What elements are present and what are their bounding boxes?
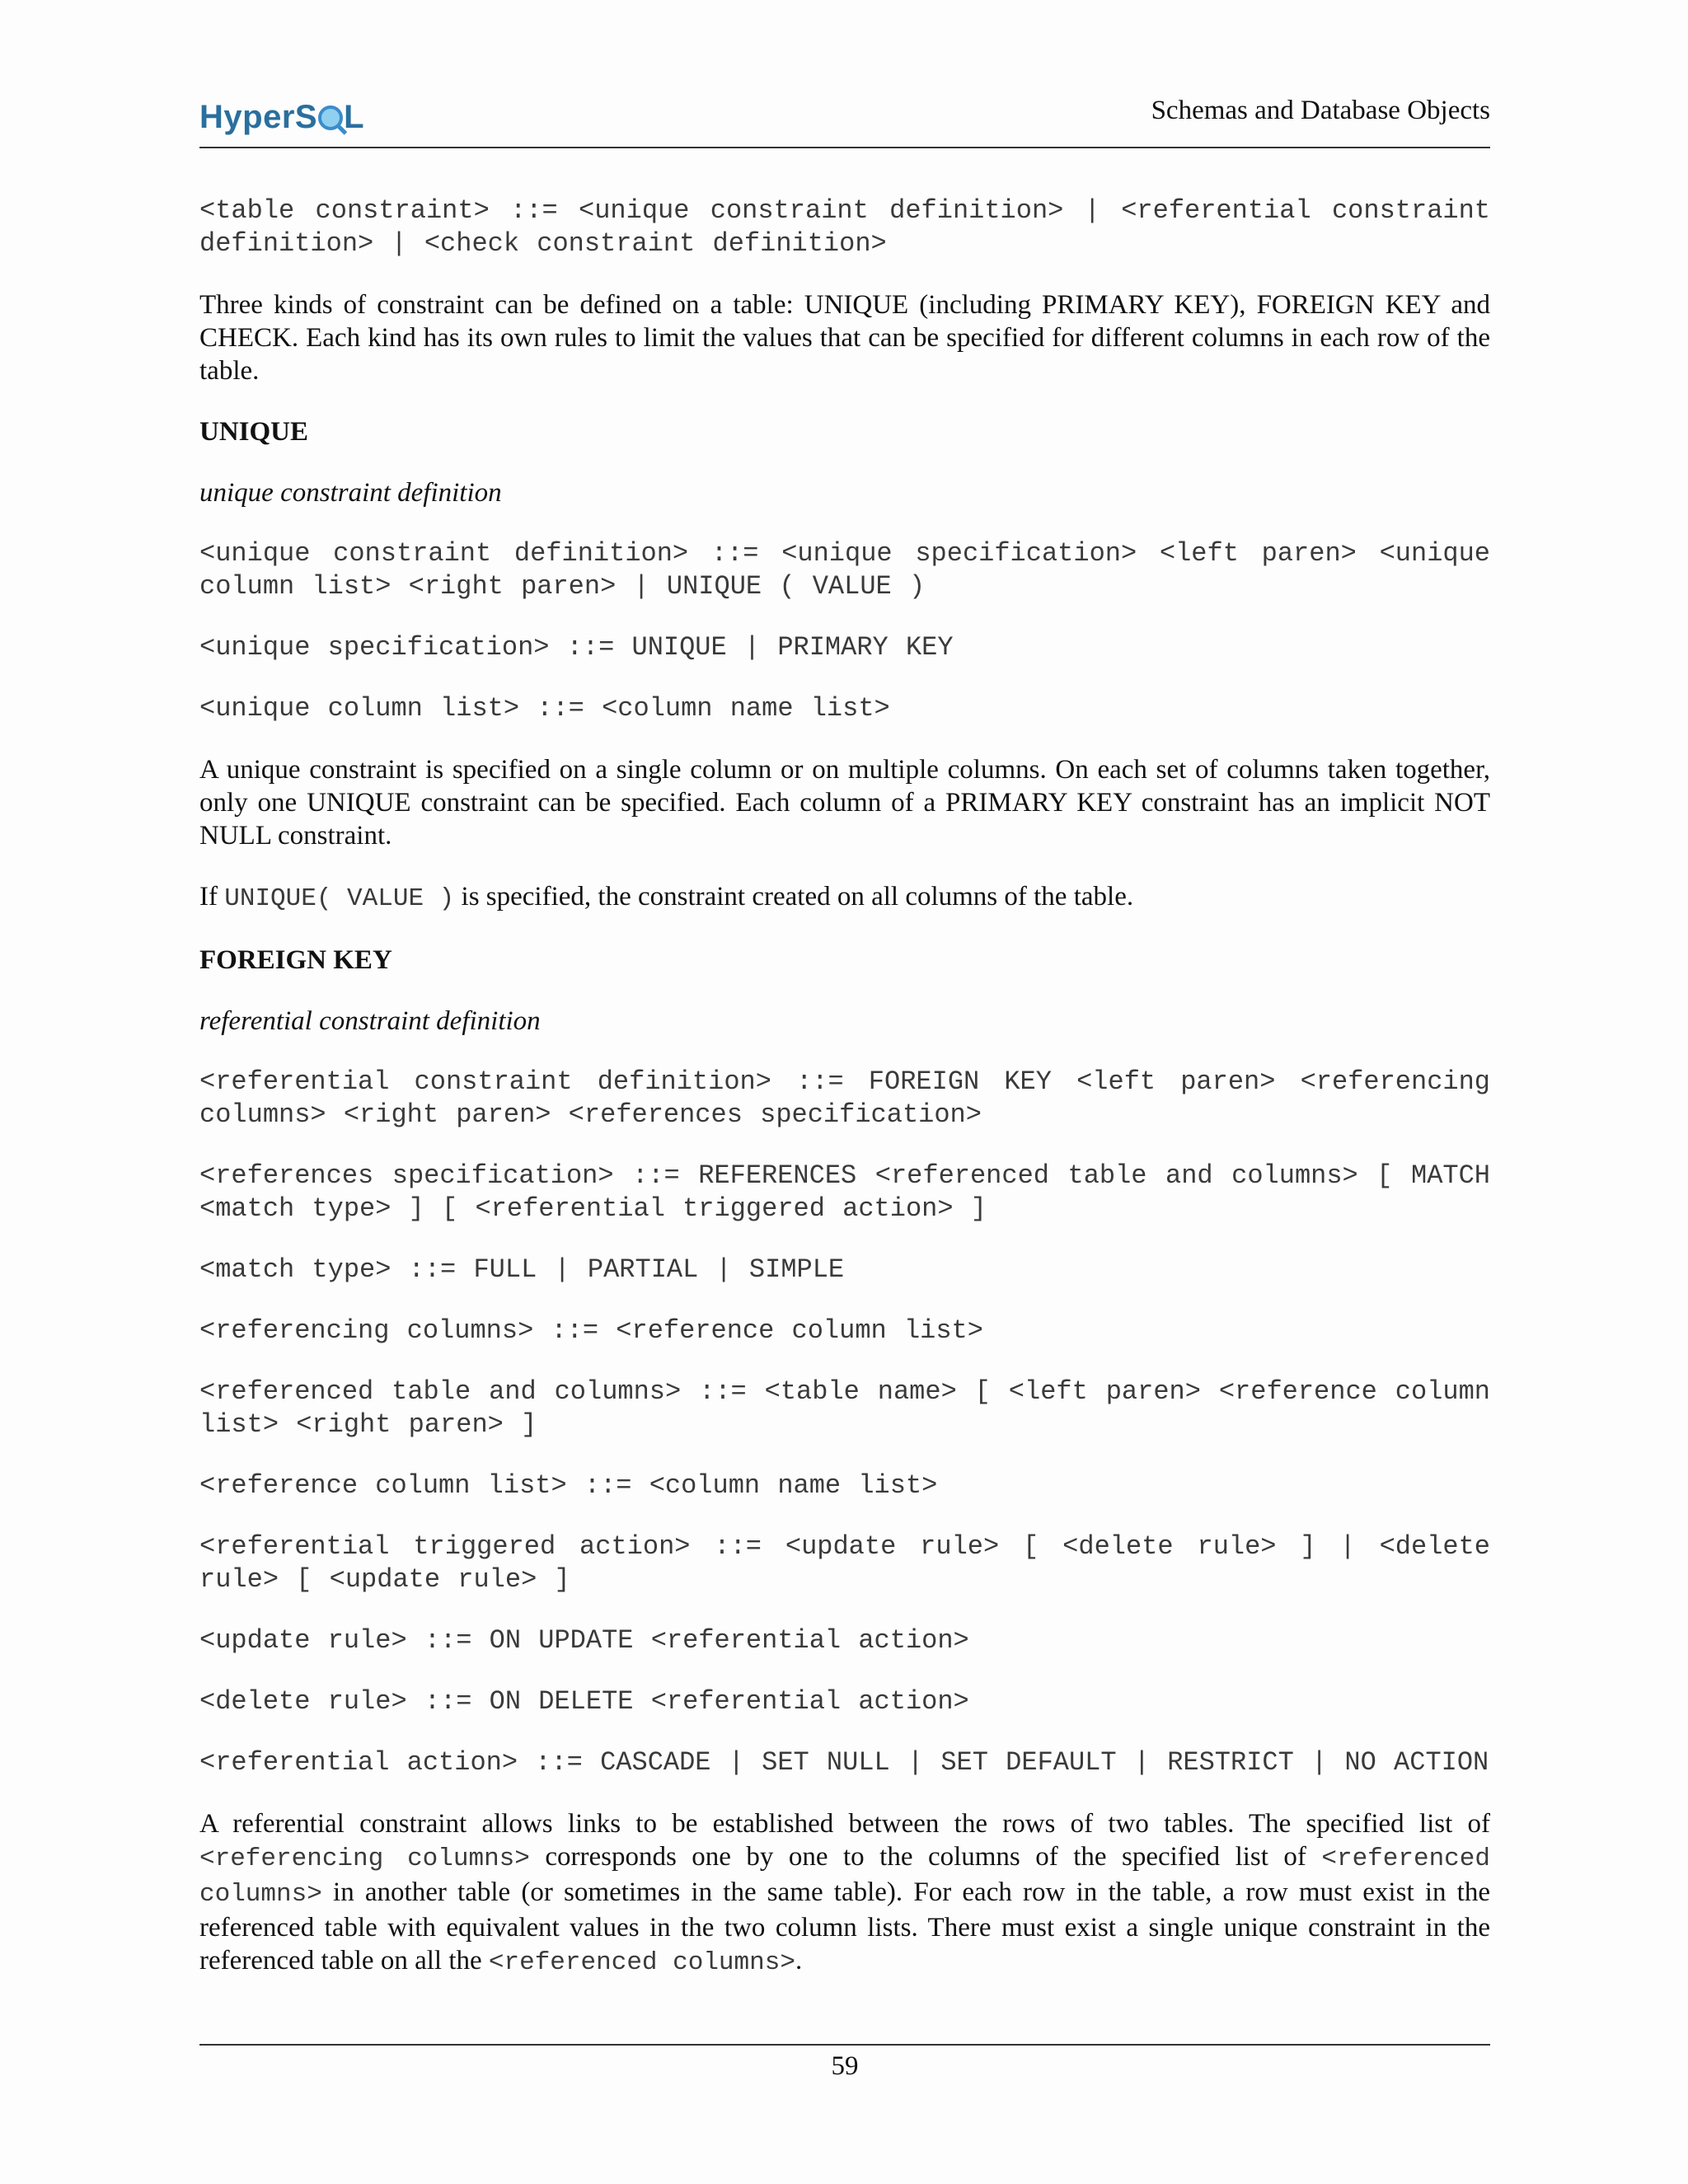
grammar-table-constraint: <table constraint> ::= <unique constraint definition> | <referential constraint definition> | <check constraint definition> <box>199 195 1490 259</box>
inline-code: UNIQUE( VALUE ) <box>224 884 455 913</box>
inline-code: <referencing columns> <box>199 1844 530 1873</box>
magnifier-icon <box>318 105 343 130</box>
section-heading-foreign-key: FOREIGN KEY <box>199 945 392 975</box>
footer-divider <box>199 2044 1490 2046</box>
grammar-reference-column-list: <reference column list> ::= <column name list> <box>199 1470 938 1501</box>
subheading-referential-constraint: referential constraint definition <box>199 1006 541 1036</box>
page-number: 59 <box>831 2051 859 2081</box>
page-header <box>199 92 1490 147</box>
grammar-unique-specification: <unique specification> ::= UNIQUE | PRIMARY KEY <box>199 632 954 663</box>
inline-code: <referenced columns> <box>488 1948 795 1977</box>
grammar-references-specification: <references specification> ::= REFERENCES <referenced table and columns> [ MATCH <match type> ] [ <referential triggered action> ] <box>199 1160 1490 1224</box>
paragraph-constraint-kinds: Three kinds of constraint can be defined on a table: UNIQUE (including PRIMARY KEY), FOREIGN KEY and CHECK. Each kind has its own rules to limit the values that can be specified for different columns in each row of the table. <box>199 290 1490 386</box>
grammar-update-rule: <update rule> ::= ON UPDATE <referential action> <box>199 1625 969 1656</box>
grammar-referential-action: <referential action> ::= CASCADE | SET NULL | SET DEFAULT | RESTRICT | NO ACTION <box>199 1747 1489 1778</box>
subheading-unique-constraint: unique constraint definition <box>199 478 502 508</box>
grammar-unique-constraint: <unique constraint definition> ::= <unique specification> <left paren> <unique column list> <right paren> | UNIQUE ( VALUE ) <box>199 538 1490 602</box>
paragraph-unique-value: If UNIQUE( VALUE ) is specified, the constraint created on all columns of the table. <box>199 882 1134 913</box>
inline-code: <referenced columns> <box>199 1844 1490 1909</box>
page-body <box>199 194 1490 2008</box>
grammar-referential-constraint: <referential constraint definition> ::= FOREIGN KEY <left paren> <referencing columns> <right paren> <references specification> <box>199 1066 1490 1130</box>
header-divider <box>199 147 1490 148</box>
paragraph-referential-description: A referential constraint allows links to be established between the rows of two tables. The specified list of <referencing columns> corresponds one by one to the columns of the specified list of <referenced columns> in another table (or sometimes in the same table). For each row in the table, a row must exist in the referenced table with equivalent values in the two column lists. There must exist a single unique constraint in the referenced table on all the <referenced columns>. <box>199 1809 1490 1977</box>
grammar-delete-rule: <delete rule> ::= ON DELETE <referential action> <box>199 1686 969 1717</box>
grammar-referencing-columns: <referencing columns> ::= <reference column list> <box>199 1315 983 1346</box>
grammar-unique-column-list: <unique column list> ::= <column name list> <box>199 693 890 724</box>
chapter-title: Schemas and Database Objects <box>1151 96 1490 125</box>
paragraph-unique-description: A unique constraint is specified on a single column or on multiple columns. On each set of columns taken together, only one UNIQUE constraint can be specified. Each column of a PRIMARY KEY constraint has an implicit NOT NULL constraint. <box>199 755 1490 851</box>
section-heading-unique: UNIQUE <box>199 417 309 447</box>
grammar-triggered-action: <referential triggered action> ::= <update rule> [ <delete rule> ] | <delete rule> [ <update rule> ] <box>199 1531 1490 1595</box>
hypersql-logo: HyperS L <box>199 99 364 135</box>
grammar-match-type: <match type> ::= FULL | PARTIAL | SIMPLE <box>199 1254 845 1285</box>
grammar-referenced-table: <referenced table and columns> ::= <table name> [ <left paren> <reference column list> <right paren> ] <box>199 1376 1490 1440</box>
